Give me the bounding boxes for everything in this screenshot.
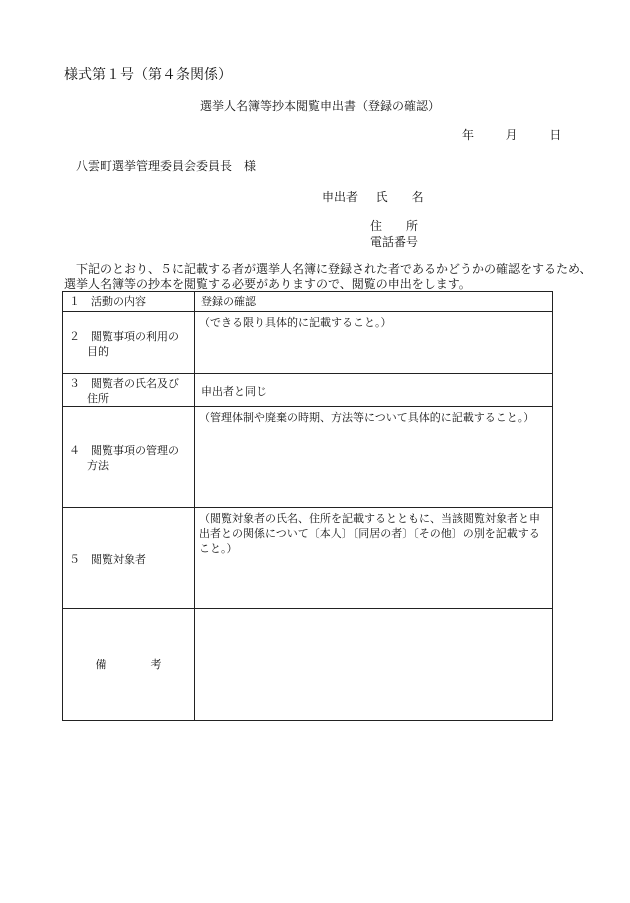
application-form-table [62,291,553,721]
purpose-value-cell[interactable] [195,312,553,374]
intro-line-2: 選挙人名簿等の抄本を閲覧する必要がありますので、閲覧の申出をします。 [64,277,471,291]
purpose-label-line-2: 目的 [87,344,109,358]
management-note: （管理体制や廃棄の時期、方法等について具体的に記載すること。） [199,411,535,424]
date-day-label: 日 [549,128,562,142]
form-number: 様式第１号（第４条関係） [64,67,232,83]
applicant-label: 申出者 [322,190,359,204]
management-value-cell[interactable] [195,407,553,508]
name-label: 氏 名 [375,190,424,204]
reader-label-line-2: 住所 [87,392,109,405]
reader-label-cell [63,374,195,407]
document-title: 選挙人名簿等抄本閲覧申出書（登録の確認） [200,99,441,113]
purpose-label-line-1: ２ 閲覧事項の利用の [69,329,179,343]
applicant-name-line [322,188,424,205]
addressee: 八雲町選挙管理委員会委員長 様 [76,159,257,173]
target-value-cell[interactable] [195,508,553,609]
activity-value: 登録の確認 [201,295,256,308]
table-row-reader [63,374,553,407]
reader-value-cell[interactable] [195,374,553,407]
target-label: ５ 閲覧対象者 [69,552,146,566]
target-label-cell [63,508,195,609]
table-row-activity [63,292,553,312]
table-row-purpose [63,312,553,374]
date-year-label: 年 [462,128,475,142]
remarks-value-cell[interactable] [195,609,553,721]
intro-line-1: 下記のとおり、５に記載する者が選挙人名簿に登録された者であるかどうかの確認をするため、 [76,262,592,276]
intro-paragraph [64,262,592,292]
activity-label-cell [63,292,195,312]
table-row-remarks [63,609,553,721]
activity-label: １ 活動の内容 [69,295,146,308]
date-month-label: 月 [505,128,518,142]
management-label-cell [63,407,195,508]
address-label: 住 所 [370,219,419,233]
target-note: （閲覧対象者の氏名、住所を記載するとともに、当該閲覧対象者と申出者との関係について〔本人〕〔同居の者〕〔その他〕の別を記載すること。） [199,512,540,555]
remarks-value [195,609,552,611]
phone-label: 電話番号 [370,235,419,249]
purpose-note: （できる限り具体的に記載すること。） [199,316,392,329]
remarks-label: 備 考 [95,658,162,671]
management-label-line-2: 方法 [87,459,109,472]
purpose-label-cell [63,312,195,374]
reader-value: 申出者と同じ [201,384,267,398]
activity-value-cell[interactable] [195,292,553,312]
management-label-line-1: ４ 閲覧事項の管理の [69,444,179,457]
reader-label-line-1: ３ 閲覧者の氏名及び [69,377,179,390]
table-row-management [63,407,553,508]
remarks-label-cell [63,609,195,721]
table-row-target [63,508,553,609]
date-line [462,126,561,143]
